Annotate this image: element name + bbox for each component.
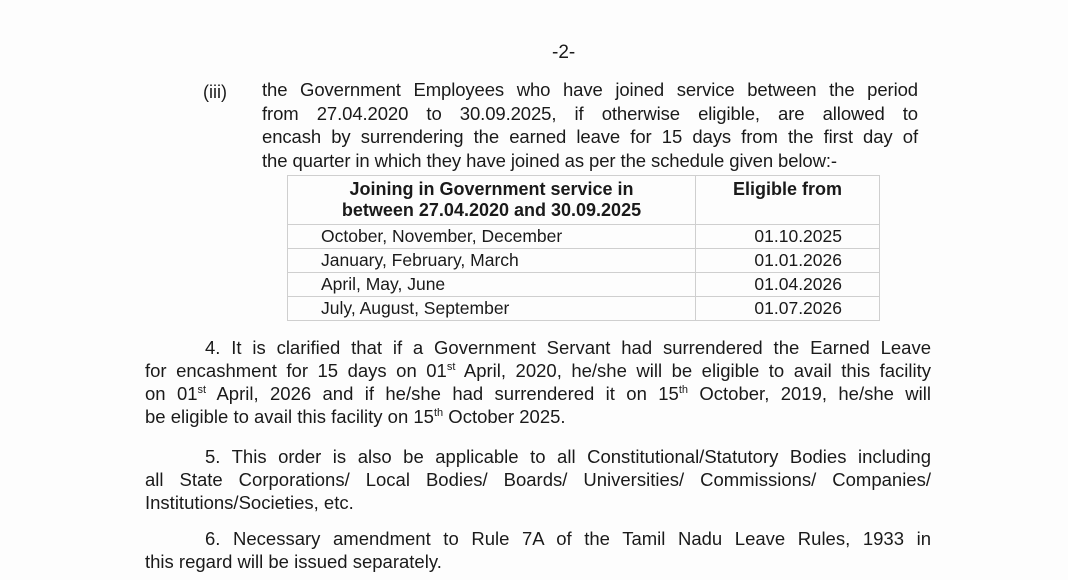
paragraph-5 — [145, 445, 931, 514]
cell-eligible-from: 01.07.2026 — [696, 297, 880, 321]
para4-line: 4. It is clarified that if a Government Servant had surrendered the Earned Leave — [205, 337, 931, 358]
item-iii-line: the quarter in which they have joined as per the schedule given below:- — [262, 149, 837, 171]
table-row — [288, 225, 880, 249]
table-row — [288, 249, 880, 273]
cell-months: April, May, June — [288, 273, 696, 297]
table-row — [288, 273, 880, 297]
table-header-row — [288, 176, 880, 225]
item-iii-line: the Government Employees who have joined service between the period — [262, 79, 918, 100]
para5-line: all State Corporations/ Local Bodies/ Boards/ Universities/ Commissions/ Companies/ — [145, 469, 931, 490]
header-joining — [288, 176, 696, 225]
para6-line: 6. Necessary amendment to Rule 7A of the Tamil Nadu Leave Rules, 1933 in — [205, 528, 931, 549]
item-iii-text — [262, 78, 918, 172]
schedule-table — [287, 175, 880, 321]
para5-line: Institutions/Societies, etc. — [145, 492, 354, 513]
paragraph-4 — [145, 336, 931, 428]
item-iii-label: (iii) — [203, 82, 227, 102]
para4-line: for encashment for 15 days on 01st April, 2020, he/she will be eligible to avail this facility — [145, 360, 931, 381]
header-eligible-from: Eligible from — [696, 176, 880, 225]
cell-eligible-from: 01.10.2025 — [696, 225, 880, 249]
cell-eligible-from: 01.01.2026 — [696, 249, 880, 273]
page-number: -2- — [552, 42, 576, 63]
para6-line: this regard will be issued separately. — [145, 551, 442, 572]
header-joining-line1: Joining in Government service in — [349, 179, 634, 199]
para4-line: on 01st April, 2026 and if he/she had surrendered it on 15th October, 2019, he/she will — [145, 383, 931, 404]
para4-line: be eligible to avail this facility on 15th October 2025. — [145, 406, 566, 427]
para5-line: 5. This order is also be applicable to all Constitutional/Statutory Bodies including — [205, 446, 931, 467]
cell-eligible-from: 01.04.2026 — [696, 273, 880, 297]
header-joining-line2: between 27.04.2020 and 30.09.2025 — [341, 200, 642, 220]
cell-months: July, August, September — [288, 297, 696, 321]
item-iii-line: from 27.04.2020 to 30.09.2025, if otherwise eligible, are allowed to — [262, 102, 918, 124]
paragraph-6 — [145, 527, 931, 573]
item-iii-line: encash by surrendering the earned leave for 15 days from the first day of — [262, 126, 918, 147]
table-row — [288, 297, 880, 321]
cell-months: October, November, December — [288, 225, 696, 249]
cell-months: January, February, March — [288, 249, 696, 273]
